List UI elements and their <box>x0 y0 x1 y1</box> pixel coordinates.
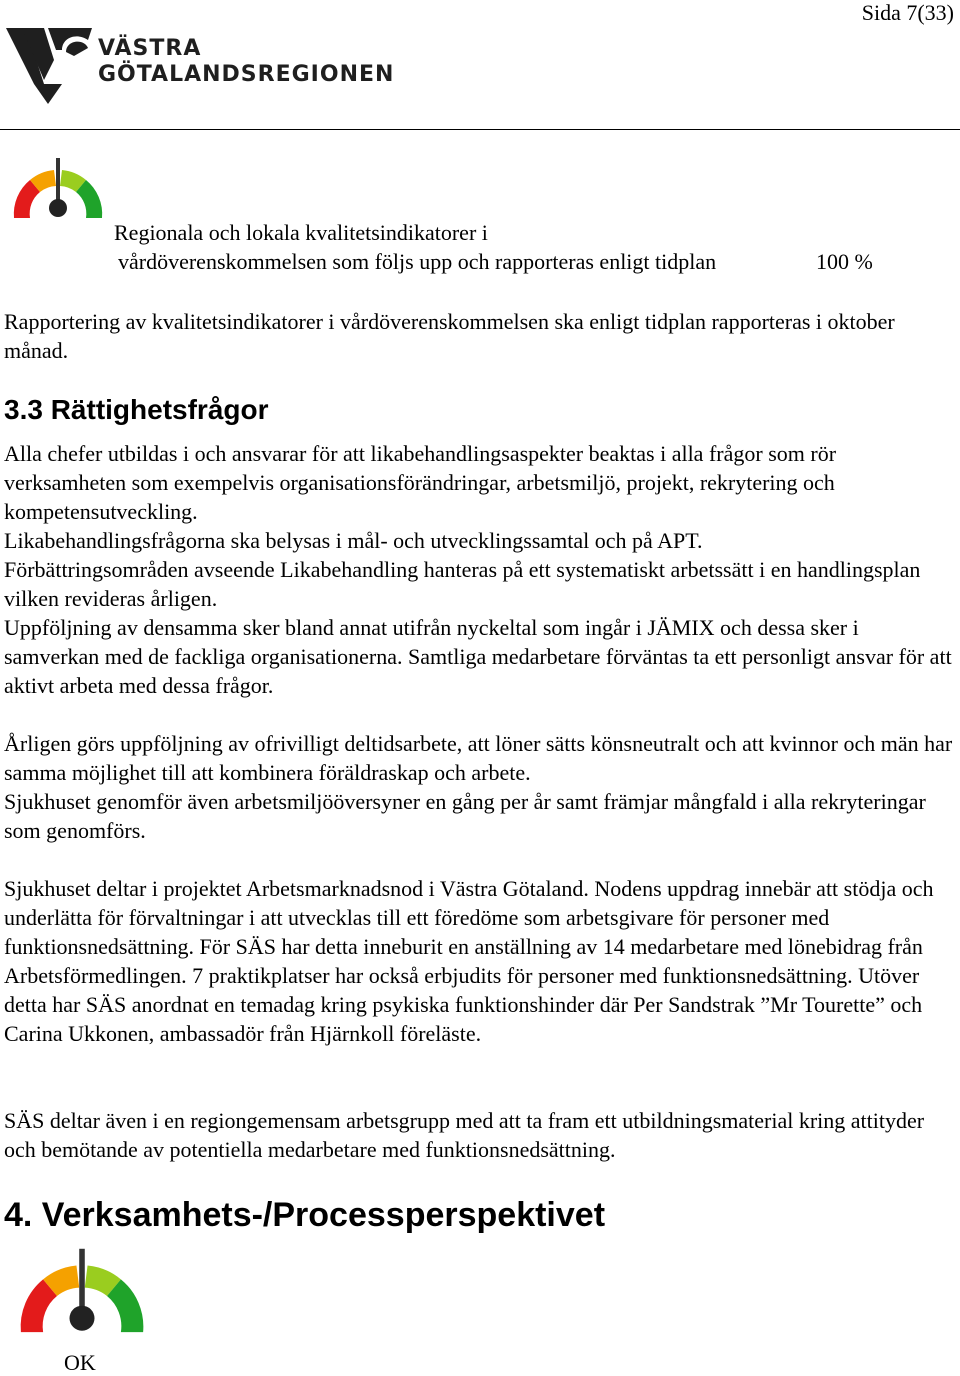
logo-line2: GÖTALANDSREGIONEN <box>98 62 395 87</box>
paragraph-text: Alla chefer utbildas i och ansvarar för att likabehandlingsaspekter beaktas i alla frågor som rör verksamheten som exempelvis organisationsförändringar, arbetsmiljö, projekt, rekrytering och kompetensutveckling. <box>4 441 837 524</box>
section-block-2 <box>4 729 956 845</box>
section-block-3 <box>4 874 956 1048</box>
gauge-icon <box>8 156 108 233</box>
indicator-label-line2: vårdöverenskommelsen som följs upp och rapporteras enligt tidplan <box>118 249 717 274</box>
section-block-1 <box>4 439 956 700</box>
indicator-value: 100 % <box>816 249 873 274</box>
paragraph-text: Rapportering av kvalitetsindikatorer i vårdöverenskommelsen ska enligt tidplan rapporteras i oktober månad. <box>4 309 895 363</box>
paragraph-text: Årligen görs uppföljning av ofrivilligt deltidsarbete, att löner sätts könsneutralt och att kvinnor och män har samma möjlighet till att kombinera föräldraskap och arbete. <box>4 731 953 785</box>
page-number: Sida 7(33) <box>861 0 954 25</box>
section-heading: 3.3 Rättighetsfrågor <box>4 394 269 425</box>
gauge-icon <box>12 1246 152 1351</box>
paragraph-text: Förbättringsområden avseende Likabehandling hanteras på ett systematiskt arbetssätt i en handlingsplan vilken revideras årligen. <box>4 557 921 611</box>
paragraph-text: Sjukhuset deltar i projektet Arbetsmarknadsnod i Västra Götaland. Nodens uppdrag innebär att stödja och underlätta för förvaltningar i att utvecklas till ett föredöme som arbetsgivare för personer med funktionsnedsättning. För SÄS har detta inneburit en anställning av 14 medarbetare med lönebidrag från Arbetsförmedlingen. 7 praktikplatser har också erbjudits för personer med funktionsnedsättning. Utöver detta har SÄS anordnat en temadag kring psykiska funktionshinder där Per Sandstrak ”Mr Tourette” och Carina Ukkonen, ambassadör från Hjärnkoll föreläste. <box>4 876 934 1046</box>
indicator-label-line1: Regionala och lokala kvalitetsindikatorer i <box>114 220 488 245</box>
paragraph-text: Sjukhuset genomför även arbetsmiljööversyner en gång per år samt främjar mångfald i alla rekryteringar som genomförs. <box>4 789 926 843</box>
logo-line1: VÄSTRA <box>98 36 202 61</box>
header-divider <box>0 129 960 130</box>
vgr-logo-icon <box>4 22 96 107</box>
paragraph-text: Uppföljning av densamma sker bland annat utifrån nyckeltal som ingår i JÄMIX och dessa sker i samverkan med de fackliga organisationerna. Samtliga medarbetare förväntas ta ett personligt ansvar för att aktivt arbeta med dessa frågor. <box>4 615 952 698</box>
section-block-4 <box>4 1106 956 1164</box>
gauge-label: OK <box>64 1350 96 1375</box>
intro-paragraph <box>4 307 956 365</box>
vgr-logo <box>4 22 404 107</box>
paragraph-text: SÄS deltar även i en regiongemensam arbetsgrupp med att ta fram ett utbildningsmaterial kring attityder och bemötande av potentiella medarbetare med funktionsnedsättning. <box>4 1108 925 1162</box>
paragraph-text: Likabehandlingsfrågorna ska belysas i mål- och utvecklingssamtal och på APT. <box>4 528 703 553</box>
chapter-heading: 4. Verksamhets-/Processperspektivet <box>4 1196 606 1234</box>
